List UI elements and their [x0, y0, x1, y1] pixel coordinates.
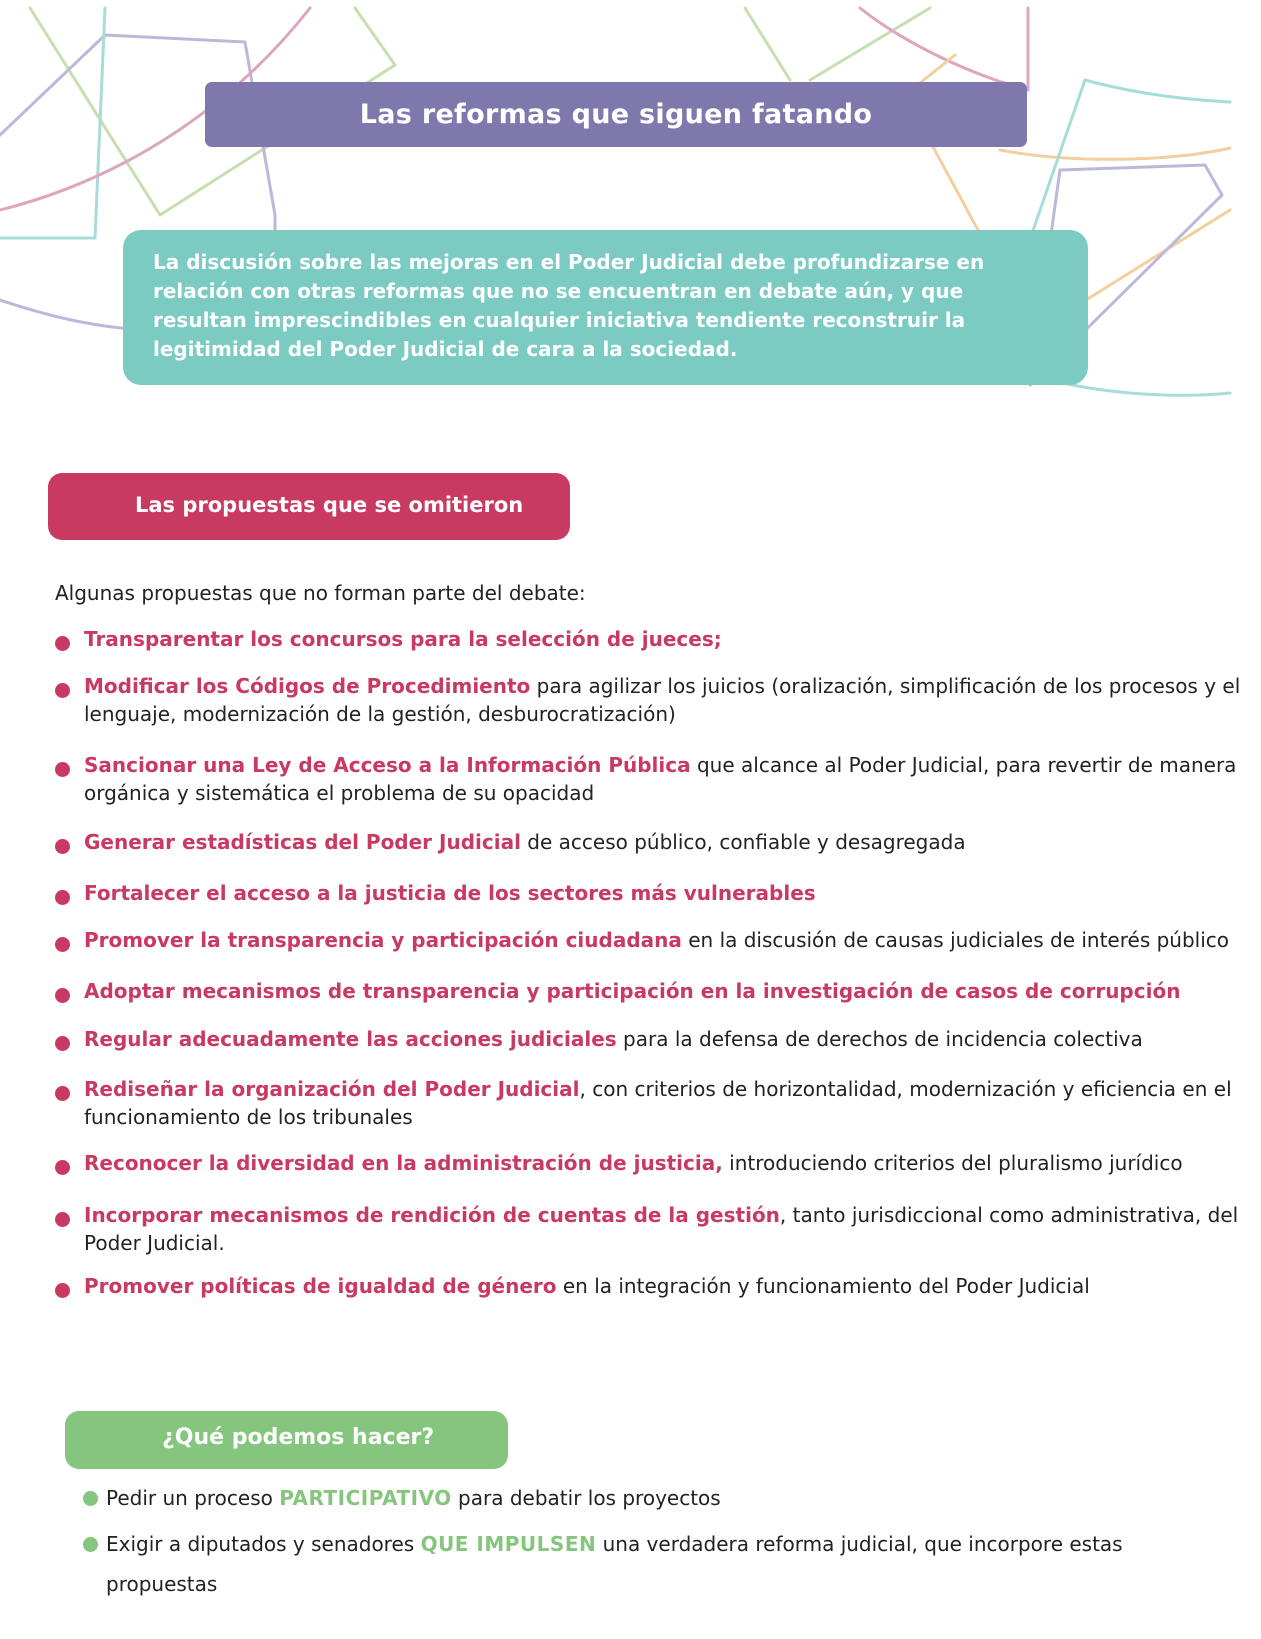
- bullet-icon: [55, 988, 70, 1003]
- bullet-icon: [55, 937, 70, 952]
- intro-text: La discusión sobre las mejoras en el Poder Judicial debe profundizarse en relación con otras reformas que no se encuentran en debate aún, y que resultan imprescindibles en cualquier iniciativa tendiente reconstruir la legitimidad del Poder Judicial de cara a la sociedad.: [153, 250, 985, 361]
- action-item: Pedir un proceso PARTICIPATIVO para debatir los proyectos: [106, 1486, 721, 1510]
- bullet-icon: [55, 1283, 70, 1298]
- list-item: Generar estadísticas del Poder Judicial de acceso público, confiable y desagregada: [84, 830, 966, 854]
- list-item: Sancionar una Ley de Acceso a la Información Pública que alcance al Poder Judicial, para revertir de manera orgánica y sistemática el problema de su opacidad: [84, 753, 1237, 805]
- list-item: Rediseñar la organización del Poder Judicial, con criterios de horizontalidad, modernización y eficiencia en el funcionamiento de los tribunales: [84, 1077, 1232, 1129]
- bullet-icon: [55, 636, 70, 651]
- what-can-we-do-header: [65, 1411, 508, 1469]
- bullet-icon: [55, 1036, 70, 1051]
- bullet-icon: [55, 683, 70, 698]
- list-item: Fortalecer el acceso a la justicia de los sectores más vulnerables: [84, 881, 816, 905]
- bullet-icon: [55, 890, 70, 905]
- list-item: Regular adecuadamente las acciones judiciales para la defensa de derechos de incidencia colectiva: [84, 1027, 1143, 1051]
- list-item: Promover políticas de igualdad de género en la integración y funcionamiento del Poder Judicial: [84, 1274, 1090, 1298]
- what-can-we-do-header-label: ¿Qué podemos hacer?: [162, 1425, 435, 1450]
- action-item: Exigir a diputados y senadores QUE IMPULSEN una verdadera reforma judicial, que incorpore estas propuestas: [106, 1532, 1123, 1596]
- intro-box: [123, 230, 1088, 385]
- omitted-proposals-header-label: Las propuestas que se omitieron: [135, 493, 524, 517]
- list-item: Adoptar mecanismos de transparencia y participación en la investigación de casos de corrupción: [84, 979, 1181, 1003]
- bullet-icon: [55, 1160, 70, 1175]
- bullet-icon: [55, 1086, 70, 1101]
- list-item: Transparentar los concursos para la selección de jueces;: [84, 627, 722, 651]
- list-item: Promover la transparencia y participación ciudadana en la discusión de causas judiciales de interés público: [84, 928, 1230, 952]
- page-title: Las reformas que siguen fatando: [205, 82, 1027, 147]
- bullet-icon: [83, 1537, 98, 1552]
- omitted-lead-text: Algunas propuestas que no forman parte del debate:: [55, 581, 586, 605]
- list-item: Modificar los Códigos de Procedimiento para agilizar los juicios (oralización, simplificación de los procesos y el lenguaje, modernización de la gestión, desburocratización): [84, 674, 1241, 726]
- omitted-proposals-header: [48, 473, 570, 540]
- list-item: Reconocer la diversidad en la administración de justicia, introduciendo criterios del pluralismo jurídico: [84, 1151, 1183, 1175]
- bullet-icon: [55, 762, 70, 777]
- bullet-icon: [55, 839, 70, 854]
- bullet-icon: [55, 1212, 70, 1227]
- list-item: Incorporar mecanismos de rendición de cuentas de la gestión, tanto jurisdiccional como administrativa, del Poder Judicial.: [84, 1203, 1239, 1255]
- bullet-icon: [83, 1491, 98, 1506]
